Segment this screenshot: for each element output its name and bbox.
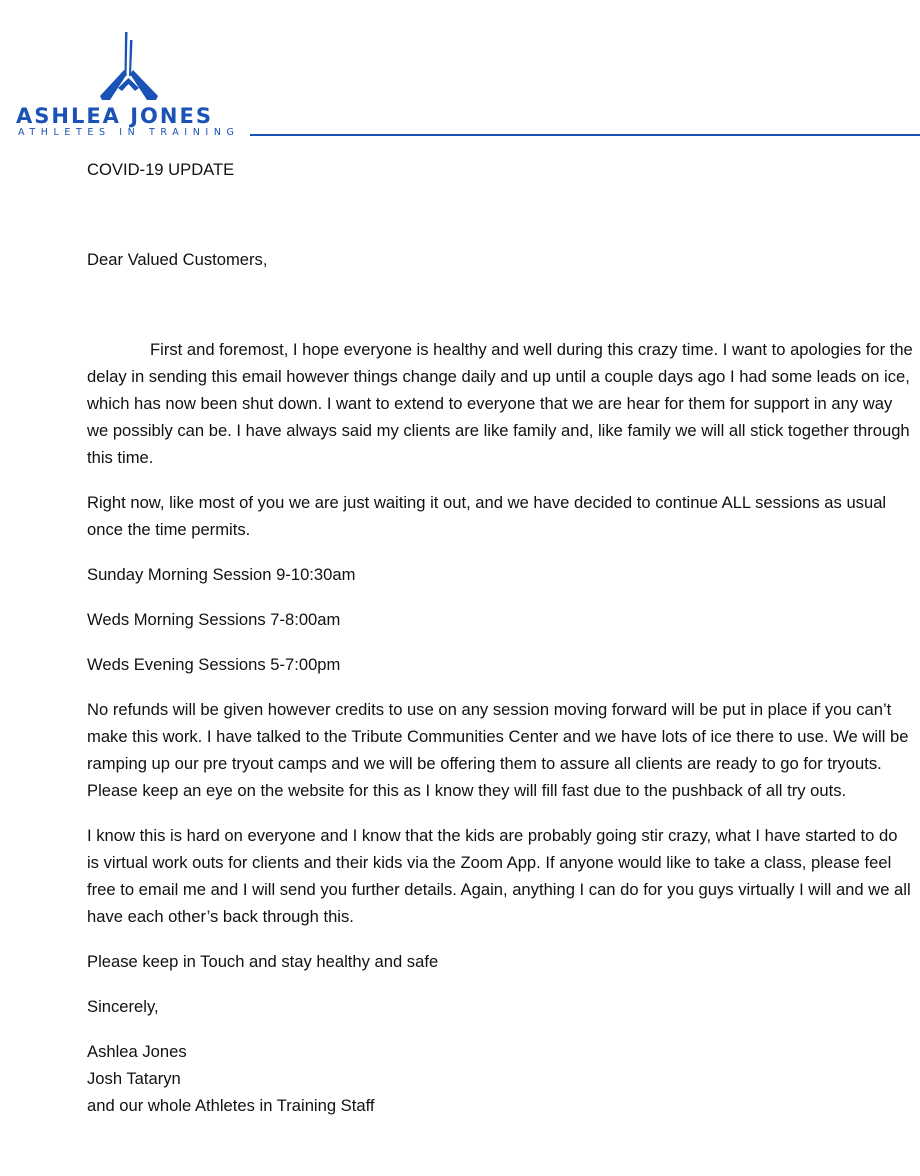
session-item: Sunday Morning Session 9-10:30am bbox=[87, 565, 356, 584]
paragraph-virtual-workouts: I know this is hard on everyone and I know that the kids are probably going stir crazy, what I have started to do is virtual work outs for clients and their kids via the Zoom App. If anyone would like to take a class, please feel free to email me and I will send you further details. Again, anything I can do for you guys virtually I will and we all have each other’s back through this. bbox=[87, 826, 911, 926]
paragraph-refunds: No refunds will be given however credits to use on any session moving forward will be put in place if you can’t make this work. I have talked to the Tribute Communities Center and we have lots of ice there to use. We will be ramping up our pre tryout camps and we will be offering them to assure all clients are ready to go for tryouts. Please keep an eye on the website for this as I know they will fill fast due to the pushback of all try outs. bbox=[87, 700, 909, 800]
session-item: Weds Morning Sessions 7-8:00am bbox=[87, 610, 341, 629]
paragraph-intro: First and foremost, I hope everyone is healthy and well during this crazy time. I want to apologies for the delay in sending this email however things change daily and up until a couple days ago I had some leads on ice, which has now been shut down. I want to extend to everyone that we are hear for them for support in any way we possibly can be. I have always said my clients are like family and, like family we will all stick together through this time. bbox=[87, 340, 913, 467]
letterhead bbox=[0, 0, 920, 150]
salutation: Dear Valued Customers, bbox=[87, 250, 268, 269]
closing-line: Please keep in Touch and stay healthy and safe bbox=[87, 952, 439, 971]
brand-tagline: ATHLETES IN TRAINING bbox=[18, 127, 240, 138]
paragraph-sessions-intro: Right now, like most of you we are just waiting it out, and we have decided to continue ALL sessions as usual once the time permits. bbox=[87, 493, 887, 539]
ashlea-jones-logo-icon bbox=[100, 30, 162, 102]
letter-subject: COVID-19 UPDATE bbox=[87, 160, 235, 179]
header-divider bbox=[250, 134, 920, 136]
signature-staff: and our whole Athletes in Training Staff bbox=[87, 1096, 375, 1115]
letter-body bbox=[87, 156, 913, 1119]
session-item: Weds Evening Sessions 5-7:00pm bbox=[87, 655, 341, 674]
sign-off: Sincerely, bbox=[87, 997, 159, 1016]
signature-name: Josh Tataryn bbox=[87, 1069, 181, 1088]
brand-name: ASHLEA JONES bbox=[16, 104, 213, 128]
signature-name: Ashlea Jones bbox=[87, 1042, 187, 1061]
signature-block bbox=[87, 1038, 913, 1119]
